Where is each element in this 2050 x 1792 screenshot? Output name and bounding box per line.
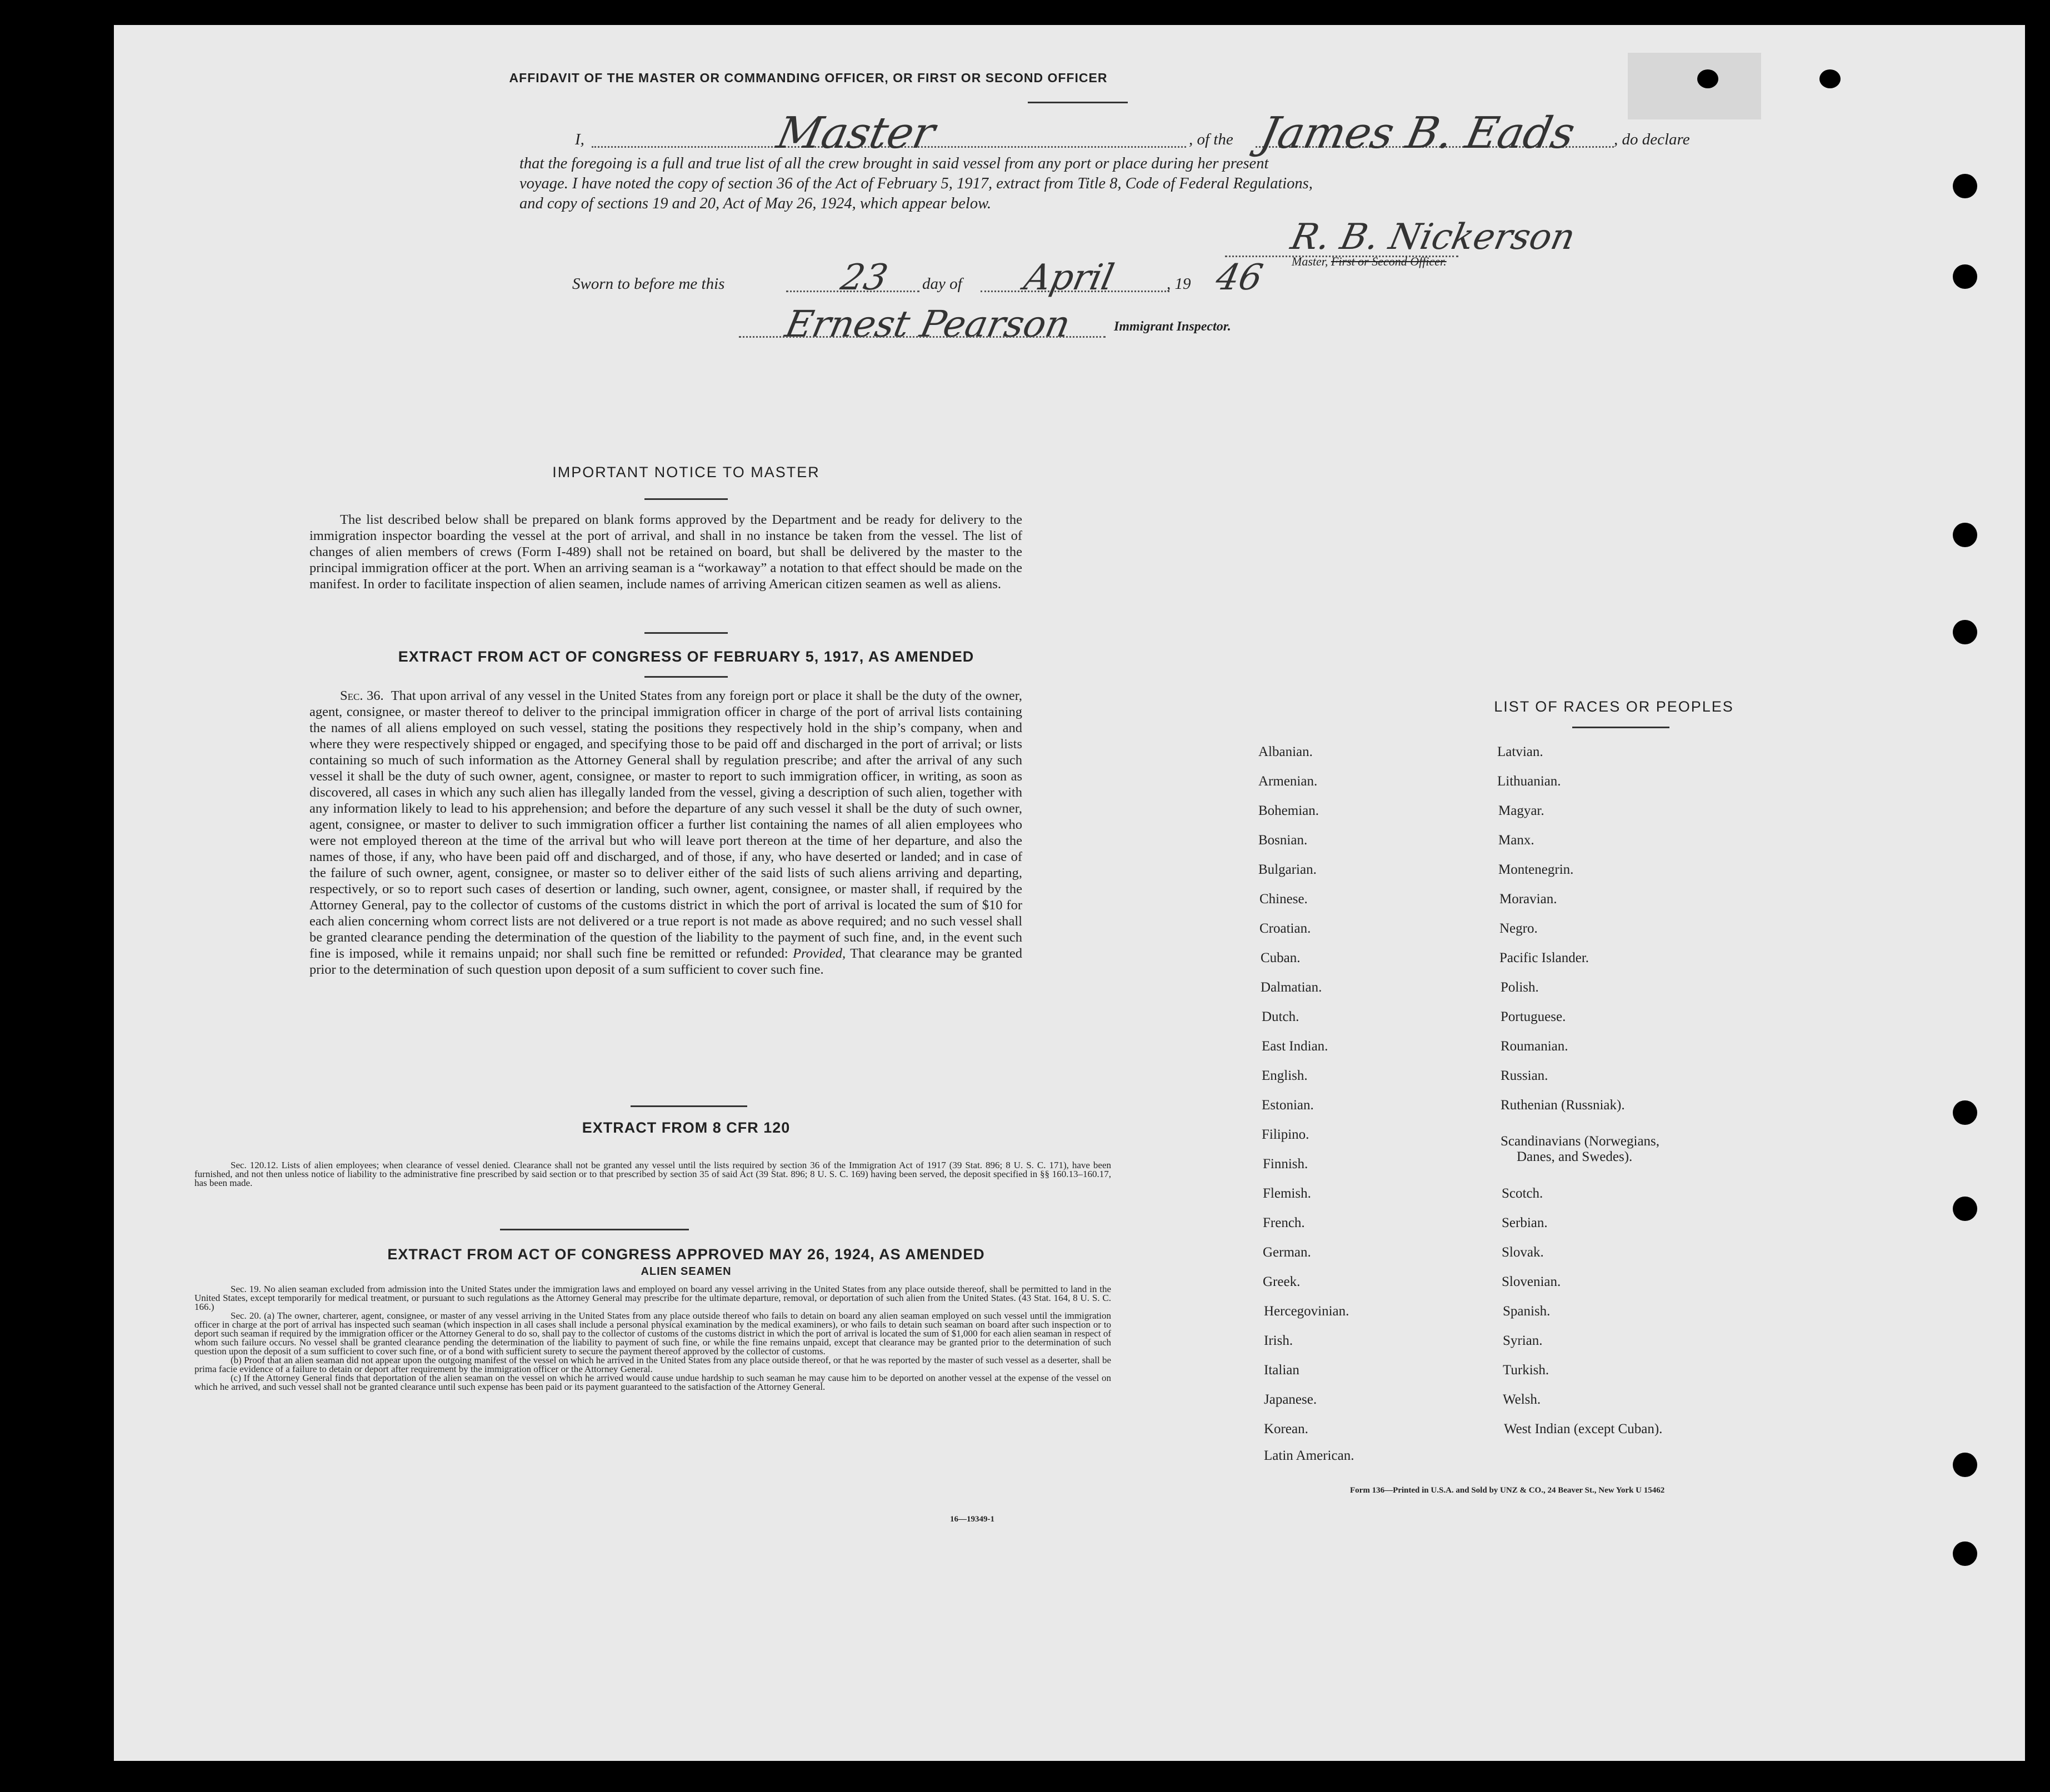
master-caption xyxy=(1292,254,1447,269)
section-20c: (c) If the Attorney General finds that deportation of the alien seaman on the vessel on which he arrived would cause undue hardship to such seaman he may cause him to be deported on another vessel at the expense of the vessel on which he arrived, and such vessel shall not be granted clearance until such expense has been paid or its payment guaranteed to the satisfaction of the Attorney General. xyxy=(194,1373,1111,1392)
binder-hole xyxy=(1953,523,1977,547)
divider xyxy=(631,1105,747,1107)
race-item: Lithuanian. xyxy=(1497,774,1561,789)
inspector-signature: Ernest Pearson xyxy=(781,303,1074,346)
inspector-line xyxy=(739,336,1106,338)
race-item: Negro. xyxy=(1499,921,1538,936)
affidavit-line-4: and copy of sections 19 and 20, Act of May 26, 1924, which appear below. xyxy=(519,195,992,212)
divider xyxy=(644,676,728,678)
race-item: French. xyxy=(1263,1215,1305,1230)
divider xyxy=(500,1229,689,1230)
race-item: Moravian. xyxy=(1499,892,1557,907)
race-item: Hercegovinian. xyxy=(1264,1304,1349,1319)
race-item: Greek. xyxy=(1263,1274,1301,1289)
binder-hole xyxy=(1819,69,1841,88)
divider xyxy=(644,632,728,634)
cfr-heading: EXTRACT FROM 8 CFR 120 xyxy=(582,1119,791,1136)
race-item: Danes, and Swedes). xyxy=(1517,1149,1633,1164)
affidavit-declaration-text xyxy=(519,154,1692,214)
section-36-body: That upon arrival of any vessel in the United States from any foreign port or place it shall be the duty of the owner, agent, consignee, or master thereof to deliver to the principal immigration officer in charge of the port of arrival lists containing the names of all aliens employed on such vessel, stating the positions they respectively hold in the ship’s company, when and where they were respectively shipped or engaged, and specifying those to be paid off and discharged in the port of arrival; or lists containing so much of such information as the Attorney General shall by regulation prescribe; and after the arrival of any such vessel it shall be the duty of such owner, agent, consignee, or master to report to such immigration officer, in writing, as soon as discovered, all cases in which any such alien has illegally landed from the vessel, giving a description of such alien, together with any information likely to lead to his apprehension; and before the departure of any such vessel it shall be the duty of such owner, agent, consignee, or master to deliver to such immigration officer a further list containing the names of all alien employees who were not employed thereon at the time of the arrival but who will leave port thereon at the time of her departure, and also the names of those, if any, who have been paid off and discharged, and of those, if any, who have deserted or landed; and in case of the failure of such owner, agent, consignee, or master so to deliver either of the said lists of such aliens arriving and departing, respectively, or so to report such cases of desertion or landing, such owner, agent, consignee, or master shall, if required by the Attorney General, pay to the collector of customs of the customs district in which the port of arrival is located the sum of $10 for each alien concerning whom correct lists are not delivered or a true report is not made as above required; and no such vessel shall be granted clearance pending the determination of the question of the liability to the payment of such fine, and, in the event such fine is imposed, while it remains unpaid; nor shall such fine be remitted or refunded: xyxy=(309,688,1023,961)
handwritten-vessel: James B. Eads xyxy=(1256,108,1579,158)
race-item: Manx. xyxy=(1498,833,1534,848)
affidavit-i: I, xyxy=(575,131,584,148)
race-item: East Indian. xyxy=(1262,1039,1328,1054)
race-item: Dalmatian. xyxy=(1261,980,1322,995)
race-item: Bulgarian. xyxy=(1258,862,1317,877)
affidavit-of: , of the xyxy=(1189,131,1233,148)
binder-hole xyxy=(1953,264,1977,289)
races-heading: LIST OF RACES OR PEOPLES xyxy=(1494,698,1734,715)
document-page xyxy=(114,25,2025,1761)
race-item: Filipino. xyxy=(1262,1127,1309,1142)
race-item: Scandinavians (Norwegians, xyxy=(1501,1134,1660,1149)
race-item: Albanian. xyxy=(1258,744,1313,759)
section-19: Sec. 19. No alien seaman excluded from admission into the United States under the immigration laws and employed on board any vessel arriving in the United States from any place outside thereof, shall be permitted to land in the United States, except temporarily for medical treatment, or pursuant to such regulations as the Attorney General may prescribe for the ultimate departure, removal, or deportation of such alien from the United States. (43 Stat. 164, 8 U. S. C. 166.) xyxy=(194,1284,1111,1312)
race-item: Italian xyxy=(1264,1363,1299,1378)
provided-word: Provided, xyxy=(793,946,846,961)
master-caption-master: Master, xyxy=(1292,254,1328,268)
race-item: Japanese. xyxy=(1264,1392,1317,1407)
section-36-proviso: That clearance may be granted prior to the determination of such question upon deposit of a sum sufficient to cover such fine. xyxy=(309,946,1023,977)
binder-hole xyxy=(1953,1453,1977,1477)
race-item: Ruthenian (Russniak). xyxy=(1501,1098,1625,1113)
race-item: West Indian (except Cuban). xyxy=(1504,1421,1663,1436)
sworn-prefix: Sworn to before me this xyxy=(572,275,725,293)
section-label: Sec. 36. xyxy=(340,688,384,703)
binder-hole xyxy=(1953,1541,1977,1566)
race-item: Dutch. xyxy=(1262,1009,1299,1024)
race-item: English. xyxy=(1262,1068,1308,1083)
race-item: Syrian. xyxy=(1503,1333,1543,1348)
paper-fold-shadow xyxy=(1628,53,1761,119)
race-item: Estonian. xyxy=(1262,1098,1314,1113)
race-item: Welsh. xyxy=(1503,1392,1541,1407)
extract-1917-heading: EXTRACT FROM ACT OF CONGRESS OF FEBRUARY 5, 1917, AS AMENDED xyxy=(398,648,974,665)
extract-1924-text xyxy=(194,1285,1111,1391)
handwritten-year: 46 xyxy=(1212,257,1267,298)
race-item: Korean. xyxy=(1264,1421,1308,1436)
extract-1924-heading: EXTRACT FROM ACT OF CONGRESS APPROVED MAY 26, 1924, AS AMENDED xyxy=(387,1246,985,1263)
notice-heading: IMPORTANT NOTICE TO MASTER xyxy=(552,464,820,480)
master-caption-struck: First or Second Officer. xyxy=(1331,254,1447,268)
notice-text: The list described below shall be prepared on blank forms approved by the Department and be ready for delivery to the immigration inspector boarding the vessel at the port of arrival, and shall in no instance be taken from the vessel. The list of changes of alien members of crews (Form I-489) shall not be retained on board, but shall be delivered by the master to the principal immigration officer at the port. When an arriving seaman is a “workaway” a notation to that effect should be made on the manifest. In order to facilitate inspection of alien seamen, include names of arriving American citizen seamen as well as aliens. xyxy=(309,512,1022,592)
binder-hole xyxy=(1953,620,1977,644)
cfr-text: Sec. 120.12. Lists of alien employees; when clearance of vessel denied. Clearance shall not be granted any vessel until the lists required by section 36 of the Immigration Act of 1917 (39 Stat. 896; 8 U. S. C. 171), have been furnished, and not then unless notice of liability to the administrative fine prescribed by said section or to that prescribed by section 35 of said Act (39 Stat. 896; 8 U. S. C. 169) having been served, the deposit specified in §§ 160.13–160.17, has been made. xyxy=(194,1160,1111,1188)
race-item: Russian. xyxy=(1501,1068,1548,1083)
race-item: Bohemian. xyxy=(1258,803,1319,818)
handwritten-day: 23 xyxy=(837,257,892,298)
race-item: Armenian. xyxy=(1258,774,1318,789)
race-item: Slovak. xyxy=(1502,1245,1544,1260)
binder-hole xyxy=(1697,69,1718,88)
printer-footer: Form 136—Printed in U.S.A. and Sold by UNZ & CO., 24 Beaver St., New York U 15462 xyxy=(1350,1486,1665,1495)
form-code: 16—19349-1 xyxy=(950,1515,994,1524)
race-item: Finnish. xyxy=(1263,1157,1308,1172)
race-item: Portuguese. xyxy=(1501,1009,1566,1024)
divider xyxy=(1572,727,1669,728)
race-item: Irish. xyxy=(1264,1333,1293,1348)
race-item: Slovenian. xyxy=(1502,1274,1561,1289)
race-item: Latin American. xyxy=(1264,1448,1354,1463)
master-signature: R. B. Nickerson xyxy=(1287,217,1579,258)
section-20b: (b) Proof that an alien seaman did not appear upon the outgoing manifest of the vessel on which he arrived in the United States from any place outside thereof, or that he was reported by the master of such vessel as a deserter, shall be prima facie evidence of a failure to detain or deport after requirement by the immigration officer or the Attorney General. xyxy=(194,1355,1111,1374)
race-item: Montenegrin. xyxy=(1498,862,1574,877)
race-item: Latvian. xyxy=(1497,744,1543,759)
race-item: Bosnian. xyxy=(1258,833,1308,848)
race-item: Spanish. xyxy=(1503,1304,1551,1319)
affidavit-line-3: voyage. I have noted the copy of section 36 of the Act of February 5, 1917, extract from Title 8, Code of Federal Regulations, xyxy=(519,175,1313,192)
race-item: Scotch. xyxy=(1502,1186,1543,1201)
extract-1917-text xyxy=(309,688,1022,978)
binder-hole xyxy=(1953,174,1977,198)
race-item: Cuban. xyxy=(1261,950,1301,965)
inspector-caption: Immigrant Inspector. xyxy=(1114,319,1231,334)
divider xyxy=(1028,102,1128,103)
race-item: Chinese. xyxy=(1259,892,1308,907)
binder-hole xyxy=(1953,1197,1977,1221)
race-item: Polish. xyxy=(1501,980,1539,995)
sworn-year-prefix: , 19 xyxy=(1167,275,1191,293)
alien-seamen-subheading: ALIEN SEAMEN xyxy=(641,1265,732,1278)
sworn-day-of: day of xyxy=(922,275,962,293)
handwritten-month: April xyxy=(1021,257,1118,298)
race-item: Roumanian. xyxy=(1501,1039,1568,1054)
section-20a: Sec. 20. (a) The owner, charterer, agent, consignee, or master of any vessel arriving in the United States from any place outside thereof who fails to detain on board any alien seaman employed on such vessel until the immigration officer in charge at the port of arrival has inspected such seaman (which inspection in all cases shall include a personal physical examination by the medical examiners), or who fails to detain such seaman on board after such inspection or to deport such seaman if required by the immigration officer or the Attorney General to do so, shall pay to the collector of customs of the customs district in which the port of arrival is located the sum of $1,000 for each alien seaman in respect of whom such failure occurs. No vessel shall be granted clearance pending the determination of the liability to payment of such fine, or while the fine remains unpaid, except that clearance may be granted prior to the determination of such question upon the deposit of a sum sufficient to cover such fine, or of a bond with sufficient surety to secure the payment thereof approved by the collector of customs. xyxy=(194,1310,1111,1356)
binder-hole xyxy=(1953,1100,1977,1125)
race-item: Croatian. xyxy=(1259,921,1311,936)
race-item: Serbian. xyxy=(1502,1215,1548,1230)
affidavit-line-2: that the foregoing is a full and true list of all the crew brought in said vessel from any port or place during her present xyxy=(519,155,1269,172)
affidavit-declare: , do declare xyxy=(1614,131,1690,148)
handwritten-officer: Master xyxy=(772,108,939,158)
race-item: Turkish. xyxy=(1503,1363,1549,1378)
race-item: Pacific Islander. xyxy=(1499,950,1589,965)
affidavit-heading: AFFIDAVIT OF THE MASTER OR COMMANDING OFFICER, OR FIRST OR SECOND OFFICER xyxy=(509,71,1108,85)
divider xyxy=(644,498,728,500)
race-item: German. xyxy=(1263,1245,1311,1260)
race-item: Flemish. xyxy=(1263,1186,1311,1201)
race-item: Magyar. xyxy=(1498,803,1544,818)
